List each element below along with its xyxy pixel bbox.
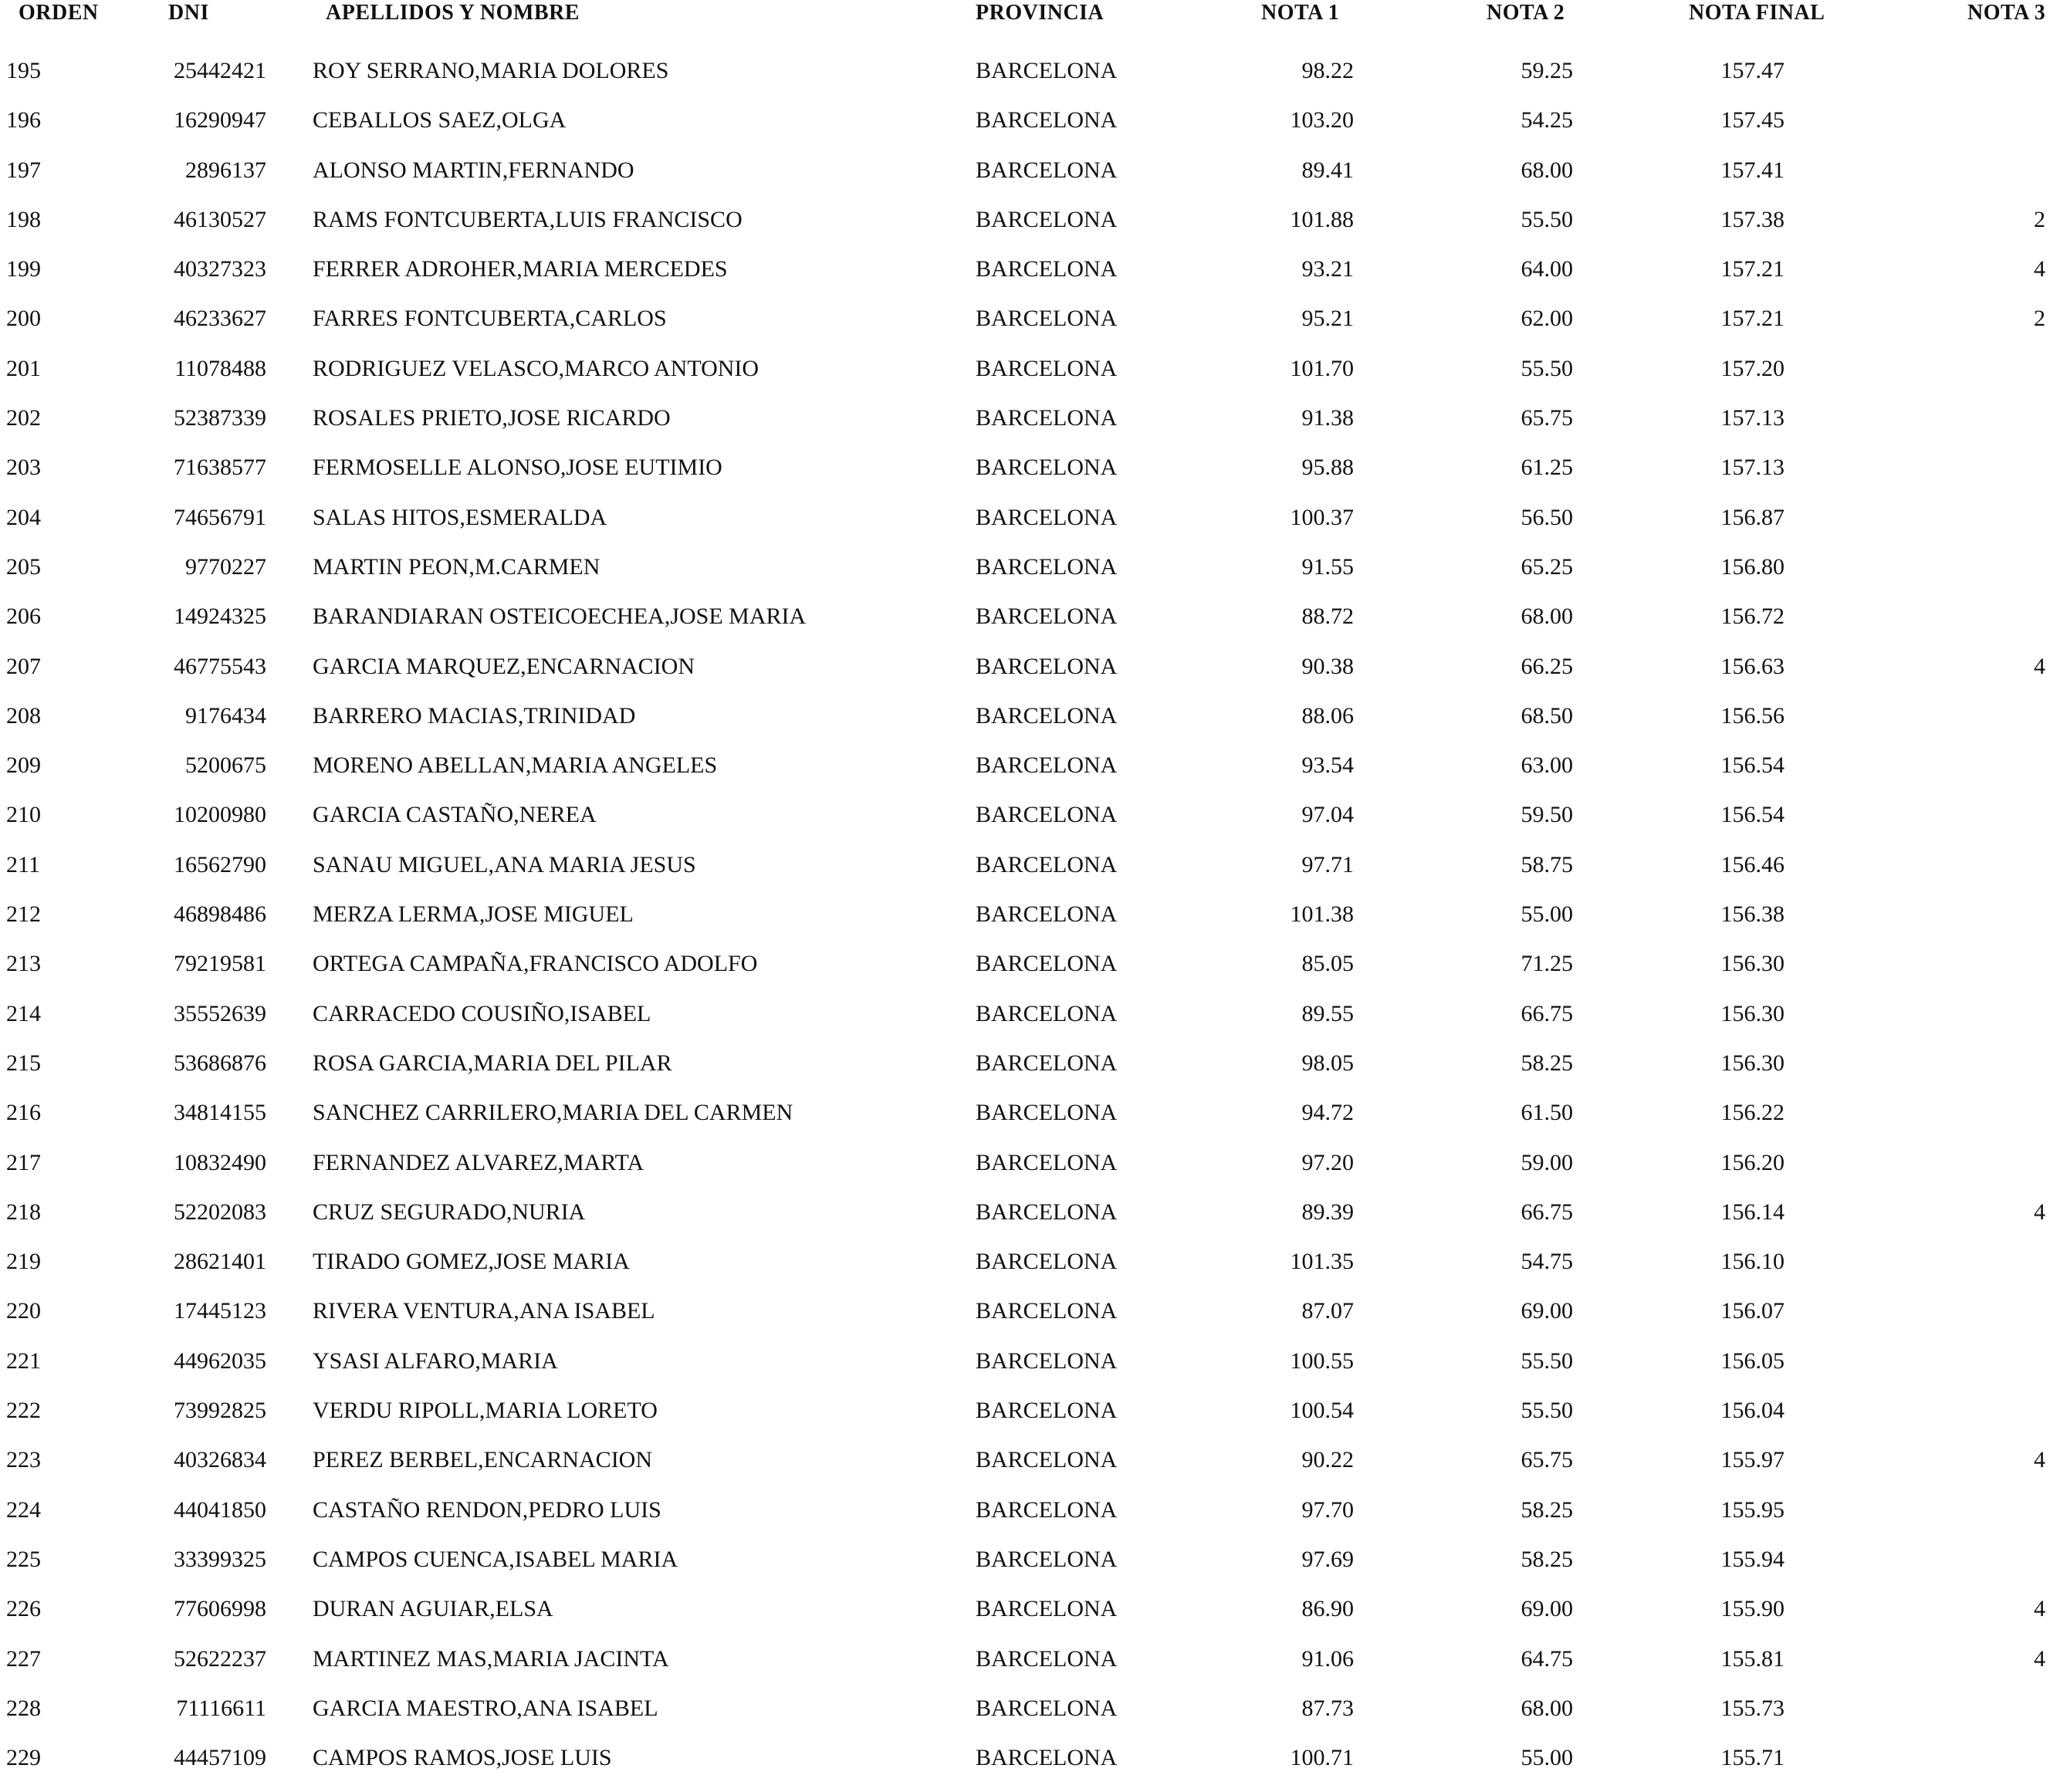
cell-dni: 5200675 bbox=[185, 752, 266, 779]
cell-nombre: RODRIGUEZ VELASCO,MARCO ANTONIO bbox=[313, 355, 759, 381]
cell-nota2: 63.00 bbox=[1521, 752, 1573, 779]
cell-nota3: 4 bbox=[2034, 1596, 2045, 1622]
cell-nombre: CRUZ SEGURADO,NURIA bbox=[313, 1199, 586, 1225]
cell-nota2: 69.00 bbox=[1521, 1596, 1573, 1622]
cell-nota-final: 157.47 bbox=[1720, 58, 1784, 83]
cell-orden: 218 bbox=[6, 1199, 41, 1225]
table-row bbox=[0, 1097, 2050, 1147]
cell-nota3: 2 bbox=[2034, 206, 2045, 232]
cell-provincia: BARCELONA bbox=[976, 256, 1118, 282]
cell-nota3: 2 bbox=[2034, 306, 2045, 332]
cell-dni: 44457109 bbox=[174, 1745, 266, 1771]
cell-nota1: 97.70 bbox=[1301, 1496, 1354, 1523]
cell-nota-final: 156.54 bbox=[1720, 802, 1784, 828]
table-row bbox=[0, 1644, 2050, 1693]
cell-nombre: MERZA LERMA,JOSE MIGUEL bbox=[313, 901, 634, 928]
cell-provincia: BARCELONA bbox=[976, 405, 1118, 431]
cell-nota2: 71.25 bbox=[1521, 951, 1573, 977]
cell-nota2: 66.75 bbox=[1521, 1199, 1573, 1225]
cell-nota-final: 155.97 bbox=[1720, 1447, 1784, 1473]
cell-orden: 208 bbox=[6, 702, 41, 729]
cell-nota2: 68.50 bbox=[1521, 702, 1573, 729]
cell-orden: 222 bbox=[6, 1398, 41, 1424]
cell-nombre: FERMOSELLE ALONSO,JOSE EUTIMIO bbox=[313, 455, 722, 481]
table-row bbox=[0, 1743, 2050, 1792]
cell-provincia: BARCELONA bbox=[976, 1447, 1118, 1473]
cell-nombre: CARRACEDO COUSIÑO,ISABEL bbox=[313, 1000, 651, 1026]
table-row bbox=[0, 552, 2050, 601]
cell-dni: 46775543 bbox=[174, 653, 266, 679]
cell-nota2: 64.75 bbox=[1521, 1645, 1573, 1672]
cell-dni: 11078488 bbox=[174, 355, 266, 381]
cell-orden: 226 bbox=[6, 1596, 41, 1622]
cell-orden: 224 bbox=[6, 1496, 41, 1523]
cell-provincia: BARCELONA bbox=[976, 455, 1118, 481]
cell-provincia: BARCELONA bbox=[976, 206, 1118, 232]
cell-orden: 227 bbox=[6, 1645, 41, 1672]
cell-nota-final: 155.71 bbox=[1720, 1745, 1784, 1771]
cell-nota-final: 156.10 bbox=[1720, 1249, 1784, 1275]
table-row bbox=[0, 303, 2050, 353]
cell-dni: 9176434 bbox=[185, 702, 266, 729]
cell-nota-final: 156.38 bbox=[1720, 901, 1784, 928]
table-header bbox=[0, 0, 2050, 31]
cell-nota1: 97.20 bbox=[1301, 1149, 1354, 1175]
cell-dni: 52202083 bbox=[174, 1199, 266, 1225]
table-row bbox=[0, 105, 2050, 154]
cell-nombre: PEREZ BERBEL,ENCARNACION bbox=[313, 1447, 653, 1473]
cell-nota1: 98.22 bbox=[1301, 58, 1354, 83]
table-row bbox=[0, 750, 2050, 800]
cell-nota3: 4 bbox=[2034, 256, 2045, 282]
cell-provincia: BARCELONA bbox=[976, 1050, 1118, 1076]
cell-nota1: 97.71 bbox=[1301, 851, 1354, 877]
cell-nota2: 56.50 bbox=[1521, 504, 1573, 530]
header-provincia: PROVINCIA bbox=[976, 1, 1104, 25]
cell-nota-final: 156.46 bbox=[1720, 851, 1784, 877]
cell-nota1: 101.70 bbox=[1290, 355, 1354, 381]
cell-nota1: 88.06 bbox=[1301, 702, 1354, 729]
cell-nota2: 58.75 bbox=[1521, 851, 1573, 877]
cell-orden: 216 bbox=[6, 1100, 41, 1126]
cell-nota1: 91.38 bbox=[1301, 405, 1354, 431]
cell-dni: 17445123 bbox=[174, 1298, 266, 1324]
cell-provincia: BARCELONA bbox=[976, 1199, 1118, 1225]
cell-nombre: TIRADO GOMEZ,JOSE MARIA bbox=[313, 1249, 630, 1275]
cell-nota1: 100.71 bbox=[1290, 1745, 1354, 1771]
cell-nombre: GARCIA CASTAÑO,NEREA bbox=[313, 802, 597, 828]
cell-provincia: BARCELONA bbox=[976, 1695, 1118, 1721]
cell-provincia: BARCELONA bbox=[976, 553, 1118, 580]
table-row bbox=[0, 601, 2050, 651]
cell-dni: 71638577 bbox=[174, 455, 266, 481]
cell-orden: 195 bbox=[6, 58, 41, 83]
cell-nota3: 4 bbox=[2034, 653, 2045, 679]
table-row bbox=[0, 999, 2050, 1048]
table-row bbox=[0, 1495, 2050, 1544]
cell-orden: 199 bbox=[6, 256, 41, 282]
cell-nota-final: 155.90 bbox=[1720, 1596, 1784, 1622]
cell-nota-final: 156.30 bbox=[1720, 1000, 1784, 1026]
cell-nota-final: 155.73 bbox=[1720, 1695, 1784, 1721]
cell-dni: 34814155 bbox=[174, 1100, 266, 1126]
cell-orden: 201 bbox=[6, 355, 41, 381]
cell-nombre: FERNANDEZ ALVAREZ,MARTA bbox=[313, 1149, 644, 1175]
cell-dni: 9770227 bbox=[185, 553, 266, 580]
cell-dni: 74656791 bbox=[174, 504, 266, 530]
cell-nota-final: 157.13 bbox=[1720, 405, 1784, 431]
cell-nombre: YSASI ALFARO,MARIA bbox=[313, 1347, 558, 1374]
cell-nombre: SANAU MIGUEL,ANA MARIA JESUS bbox=[313, 851, 696, 877]
cell-provincia: BARCELONA bbox=[976, 504, 1118, 530]
cell-nota1: 89.41 bbox=[1301, 157, 1354, 183]
table-row bbox=[0, 1148, 2050, 1197]
cell-nota1: 93.54 bbox=[1301, 752, 1354, 779]
cell-orden: 217 bbox=[6, 1149, 41, 1175]
cell-nota2: 68.00 bbox=[1521, 157, 1573, 183]
cell-nota1: 91.06 bbox=[1301, 1645, 1354, 1672]
cell-dni: 28621401 bbox=[174, 1249, 266, 1275]
cell-dni: 79219581 bbox=[174, 951, 266, 977]
cell-nota2: 54.75 bbox=[1521, 1249, 1573, 1275]
cell-nota2: 55.00 bbox=[1521, 1745, 1573, 1771]
cell-nota1: 89.39 bbox=[1301, 1199, 1354, 1225]
table-row bbox=[0, 1296, 2050, 1345]
cell-nota-final: 156.72 bbox=[1720, 604, 1784, 630]
table-row bbox=[0, 948, 2050, 998]
cell-provincia: BARCELONA bbox=[976, 58, 1118, 83]
cell-provincia: BARCELONA bbox=[976, 702, 1118, 729]
cell-nota2: 61.25 bbox=[1521, 455, 1573, 481]
cell-nota-final: 156.07 bbox=[1720, 1298, 1784, 1324]
cell-nota2: 54.25 bbox=[1521, 107, 1573, 134]
cell-nombre: ROSA GARCIA,MARIA DEL PILAR bbox=[313, 1050, 672, 1076]
cell-dni: 35552639 bbox=[174, 1000, 266, 1026]
header-nota2: NOTA 2 bbox=[1487, 1, 1565, 25]
cell-nota-final: 156.14 bbox=[1720, 1199, 1784, 1225]
cell-nota-final: 155.81 bbox=[1720, 1645, 1784, 1672]
cell-nota3: 4 bbox=[2034, 1199, 2045, 1225]
cell-nota1: 90.38 bbox=[1301, 653, 1354, 679]
cell-nota-final: 156.05 bbox=[1720, 1347, 1784, 1374]
cell-orden: 196 bbox=[6, 107, 41, 134]
cell-nota2: 68.00 bbox=[1521, 1695, 1573, 1721]
cell-dni: 71116611 bbox=[176, 1695, 266, 1721]
table-row bbox=[0, 403, 2050, 452]
cell-nombre: ALONSO MARTIN,FERNANDO bbox=[313, 157, 634, 183]
cell-provincia: BARCELONA bbox=[976, 1347, 1118, 1374]
header-nota1: NOTA 1 bbox=[1261, 1, 1340, 25]
cell-orden: 219 bbox=[6, 1249, 41, 1275]
cell-nota-final: 156.30 bbox=[1720, 1050, 1784, 1076]
cell-nota1: 97.69 bbox=[1301, 1546, 1354, 1572]
table-row bbox=[0, 502, 2050, 552]
cell-orden: 207 bbox=[6, 653, 41, 679]
cell-orden: 205 bbox=[6, 553, 41, 580]
cell-orden: 198 bbox=[6, 206, 41, 232]
cell-nombre: SALAS HITOS,ESMERALDA bbox=[313, 504, 607, 530]
cell-nota3: 4 bbox=[2034, 1447, 2045, 1473]
cell-nombre: BARANDIARAN OSTEICOECHEA,JOSE MARIA bbox=[313, 604, 807, 630]
table-row bbox=[0, 205, 2050, 254]
cell-nombre: CASTAÑO RENDON,PEDRO LUIS bbox=[313, 1496, 661, 1523]
cell-nota-final: 156.30 bbox=[1720, 951, 1784, 977]
cell-provincia: BARCELONA bbox=[976, 1596, 1118, 1622]
cell-nota1: 87.73 bbox=[1301, 1695, 1354, 1721]
cell-orden: 209 bbox=[6, 752, 41, 779]
header-dni: DNI bbox=[168, 1, 209, 25]
cell-orden: 212 bbox=[6, 901, 41, 928]
cell-provincia: BARCELONA bbox=[976, 107, 1118, 134]
cell-orden: 229 bbox=[6, 1745, 41, 1771]
cell-provincia: BARCELONA bbox=[976, 1249, 1118, 1275]
cell-dni: 16562790 bbox=[174, 851, 266, 877]
cell-nombre: ROY SERRANO,MARIA DOLORES bbox=[313, 58, 669, 83]
cell-nota-final: 156.20 bbox=[1720, 1149, 1784, 1175]
cell-nota2: 61.50 bbox=[1521, 1100, 1573, 1126]
cell-orden: 211 bbox=[6, 851, 40, 877]
cell-nombre: VERDU RIPOLL,MARIA LORETO bbox=[313, 1398, 658, 1424]
cell-nota2: 68.00 bbox=[1521, 604, 1573, 630]
header-orden: ORDEN bbox=[19, 1, 99, 25]
table-row bbox=[0, 1246, 2050, 1296]
cell-nota-final: 156.87 bbox=[1720, 504, 1784, 530]
cell-provincia: BARCELONA bbox=[976, 1546, 1118, 1572]
cell-nombre: ORTEGA CAMPAÑA,FRANCISCO ADOLFO bbox=[313, 951, 758, 977]
cell-dni: 2896137 bbox=[185, 157, 266, 183]
table-row bbox=[0, 1048, 2050, 1097]
cell-orden: 200 bbox=[6, 306, 41, 332]
cell-nota-final: 156.22 bbox=[1720, 1100, 1784, 1126]
cell-dni: 44962035 bbox=[174, 1347, 266, 1374]
cell-nota1: 103.20 bbox=[1290, 107, 1354, 134]
header-nota3: NOTA 3 bbox=[1967, 1, 2046, 25]
cell-nota1: 95.21 bbox=[1301, 306, 1354, 332]
cell-provincia: BARCELONA bbox=[976, 1398, 1118, 1424]
cell-nota2: 59.25 bbox=[1521, 58, 1573, 83]
cell-nota2: 69.00 bbox=[1521, 1298, 1573, 1324]
table-row bbox=[0, 1445, 2050, 1494]
cell-nota1: 85.05 bbox=[1301, 951, 1354, 977]
cell-provincia: BARCELONA bbox=[976, 1149, 1118, 1175]
cell-orden: 214 bbox=[6, 1000, 41, 1026]
cell-provincia: BARCELONA bbox=[976, 1000, 1118, 1026]
cell-nota-final: 157.38 bbox=[1720, 206, 1784, 232]
cell-orden: 202 bbox=[6, 405, 41, 431]
cell-nombre: FARRES FONTCUBERTA,CARLOS bbox=[313, 306, 667, 332]
cell-nota1: 101.88 bbox=[1290, 206, 1354, 232]
cell-nota3: 4 bbox=[2034, 1645, 2045, 1672]
cell-nota2: 58.25 bbox=[1521, 1496, 1573, 1523]
cell-dni: 44041850 bbox=[174, 1496, 266, 1523]
cell-nota1: 90.22 bbox=[1301, 1447, 1354, 1473]
table-row bbox=[0, 899, 2050, 948]
cell-nombre: MARTINEZ MAS,MARIA JACINTA bbox=[313, 1645, 669, 1672]
cell-dni: 53686876 bbox=[174, 1050, 266, 1076]
cell-provincia: BARCELONA bbox=[976, 157, 1118, 183]
cell-provincia: BARCELONA bbox=[976, 901, 1118, 928]
cell-nota2: 66.25 bbox=[1521, 653, 1573, 679]
cell-nota-final: 156.04 bbox=[1720, 1398, 1784, 1424]
cell-nota1: 100.55 bbox=[1290, 1347, 1354, 1374]
cell-nota2: 59.50 bbox=[1521, 802, 1573, 828]
cell-provincia: BARCELONA bbox=[976, 1745, 1118, 1771]
cell-provincia: BARCELONA bbox=[976, 306, 1118, 332]
cell-dni: 25442421 bbox=[174, 58, 266, 83]
table-row bbox=[0, 1346, 2050, 1395]
cell-dni: 52622237 bbox=[174, 1645, 266, 1672]
cell-nota1: 86.90 bbox=[1301, 1596, 1354, 1622]
cell-nota-final: 156.63 bbox=[1720, 653, 1784, 679]
cell-nota2: 65.75 bbox=[1521, 405, 1573, 431]
cell-nota2: 65.25 bbox=[1521, 553, 1573, 580]
cell-provincia: BARCELONA bbox=[976, 1496, 1118, 1523]
cell-dni: 77606998 bbox=[174, 1596, 266, 1622]
table-row bbox=[0, 1395, 2050, 1445]
cell-nota-final: 157.20 bbox=[1720, 355, 1784, 381]
cell-provincia: BARCELONA bbox=[976, 653, 1118, 679]
cell-nota-final: 157.45 bbox=[1720, 107, 1784, 134]
cell-nota2: 55.50 bbox=[1521, 355, 1573, 381]
cell-dni: 10200980 bbox=[174, 802, 266, 828]
cell-nota-final: 157.21 bbox=[1720, 306, 1784, 332]
cell-nota1: 87.07 bbox=[1301, 1298, 1354, 1324]
cell-dni: 40326834 bbox=[174, 1447, 266, 1473]
cell-nombre: CAMPOS RAMOS,JOSE LUIS bbox=[313, 1745, 612, 1771]
cell-orden: 206 bbox=[6, 604, 41, 630]
cell-orden: 204 bbox=[6, 504, 41, 530]
cell-nota2: 66.75 bbox=[1521, 1000, 1573, 1026]
cell-dni: 10832490 bbox=[174, 1149, 266, 1175]
cell-nota1: 100.37 bbox=[1290, 504, 1354, 530]
cell-nota-final: 156.56 bbox=[1720, 702, 1784, 729]
table-body bbox=[0, 56, 2050, 1792]
table-row bbox=[0, 651, 2050, 701]
cell-dni: 52387339 bbox=[174, 405, 266, 431]
cell-nota-final: 155.94 bbox=[1720, 1546, 1784, 1572]
cell-provincia: BARCELONA bbox=[976, 951, 1118, 977]
cell-dni: 73992825 bbox=[174, 1398, 266, 1424]
table-row bbox=[0, 56, 2050, 105]
table-row bbox=[0, 800, 2050, 849]
cell-orden: 197 bbox=[6, 157, 41, 183]
cell-orden: 203 bbox=[6, 455, 41, 481]
cell-provincia: BARCELONA bbox=[976, 1645, 1118, 1672]
cell-nombre: BARRERO MACIAS,TRINIDAD bbox=[313, 702, 636, 729]
header-nota-final: NOTA FINAL bbox=[1689, 1, 1825, 25]
cell-orden: 228 bbox=[6, 1695, 41, 1721]
cell-nota1: 93.21 bbox=[1301, 256, 1354, 282]
cell-nombre: CEBALLOS SAEZ,OLGA bbox=[313, 107, 567, 134]
cell-nota1: 88.72 bbox=[1301, 604, 1354, 630]
cell-dni: 16290947 bbox=[174, 107, 266, 134]
cell-nombre: DURAN AGUIAR,ELSA bbox=[313, 1596, 553, 1622]
cell-nombre: SANCHEZ CARRILERO,MARIA DEL CARMEN bbox=[313, 1100, 793, 1126]
cell-provincia: BARCELONA bbox=[976, 1100, 1118, 1126]
cell-provincia: BARCELONA bbox=[976, 851, 1118, 877]
cell-nota-final: 156.80 bbox=[1720, 553, 1784, 580]
cell-nota2: 55.50 bbox=[1521, 206, 1573, 232]
cell-nombre: MARTIN PEON,M.CARMEN bbox=[313, 553, 600, 580]
cell-nombre: RAMS FONTCUBERTA,LUIS FRANCISCO bbox=[313, 206, 743, 232]
table-row bbox=[0, 1693, 2050, 1743]
table-row bbox=[0, 1544, 2050, 1594]
cell-nota1: 100.54 bbox=[1290, 1398, 1354, 1424]
cell-nota2: 55.00 bbox=[1521, 901, 1573, 928]
cell-provincia: BARCELONA bbox=[976, 604, 1118, 630]
cell-orden: 223 bbox=[6, 1447, 41, 1473]
cell-provincia: BARCELONA bbox=[976, 802, 1118, 828]
cell-nombre: GARCIA MARQUEZ,ENCARNACION bbox=[313, 653, 695, 679]
cell-nota2: 59.00 bbox=[1521, 1149, 1573, 1175]
cell-nota2: 58.25 bbox=[1521, 1050, 1573, 1076]
cell-nota1: 94.72 bbox=[1301, 1100, 1354, 1126]
cell-nota-final: 157.41 bbox=[1720, 157, 1784, 183]
cell-nota1: 101.38 bbox=[1290, 901, 1354, 928]
cell-provincia: BARCELONA bbox=[976, 752, 1118, 779]
cell-nombre: MORENO ABELLAN,MARIA ANGELES bbox=[313, 752, 718, 779]
header-nombre: APELLIDOS Y NOMBRE bbox=[326, 1, 580, 25]
cell-nota2: 58.25 bbox=[1521, 1546, 1573, 1572]
cell-nota-final: 155.95 bbox=[1720, 1496, 1784, 1523]
table-row bbox=[0, 353, 2050, 403]
cell-dni: 46130527 bbox=[174, 206, 266, 232]
cell-nombre: GARCIA MAESTRO,ANA ISABEL bbox=[313, 1695, 658, 1721]
cell-nota-final: 157.13 bbox=[1720, 455, 1784, 481]
cell-nombre: RIVERA VENTURA,ANA ISABEL bbox=[313, 1298, 655, 1324]
cell-nota1: 91.55 bbox=[1301, 553, 1354, 580]
cell-orden: 215 bbox=[6, 1050, 41, 1076]
cell-nota-final: 157.21 bbox=[1720, 256, 1784, 282]
cell-dni: 40327323 bbox=[174, 256, 266, 282]
cell-orden: 225 bbox=[6, 1546, 41, 1572]
cell-dni: 46233627 bbox=[174, 306, 266, 332]
cell-nombre: CAMPOS CUENCA,ISABEL MARIA bbox=[313, 1546, 678, 1572]
cell-nombre: ROSALES PRIETO,JOSE RICARDO bbox=[313, 405, 671, 431]
table-row bbox=[0, 1197, 2050, 1246]
cell-nota2: 62.00 bbox=[1521, 306, 1573, 332]
cell-nota1: 89.55 bbox=[1301, 1000, 1354, 1026]
cell-nota2: 65.75 bbox=[1521, 1447, 1573, 1473]
cell-orden: 210 bbox=[6, 802, 41, 828]
cell-provincia: BARCELONA bbox=[976, 355, 1118, 381]
cell-nota1: 95.88 bbox=[1301, 455, 1354, 481]
table-row bbox=[0, 1594, 2050, 1643]
cell-nota1: 97.04 bbox=[1301, 802, 1354, 828]
cell-orden: 213 bbox=[6, 951, 41, 977]
cell-orden: 220 bbox=[6, 1298, 41, 1324]
table-row bbox=[0, 701, 2050, 750]
cell-nota1: 98.05 bbox=[1301, 1050, 1354, 1076]
cell-nota2: 55.50 bbox=[1521, 1398, 1573, 1424]
cell-dni: 14924325 bbox=[174, 604, 266, 630]
cell-nota2: 64.00 bbox=[1521, 256, 1573, 282]
cell-orden: 221 bbox=[6, 1347, 41, 1374]
cell-dni: 46898486 bbox=[174, 901, 266, 928]
cell-nota1: 101.35 bbox=[1290, 1249, 1354, 1275]
table-row bbox=[0, 254, 2050, 303]
cell-nota2: 55.50 bbox=[1521, 1347, 1573, 1374]
cell-nombre: FERRER ADROHER,MARIA MERCEDES bbox=[313, 256, 728, 282]
table-row bbox=[0, 155, 2050, 205]
table-row bbox=[0, 452, 2050, 502]
cell-provincia: BARCELONA bbox=[976, 1298, 1118, 1324]
cell-dni: 33399325 bbox=[174, 1546, 266, 1572]
cell-nota-final: 156.54 bbox=[1720, 752, 1784, 779]
table-row bbox=[0, 850, 2050, 899]
